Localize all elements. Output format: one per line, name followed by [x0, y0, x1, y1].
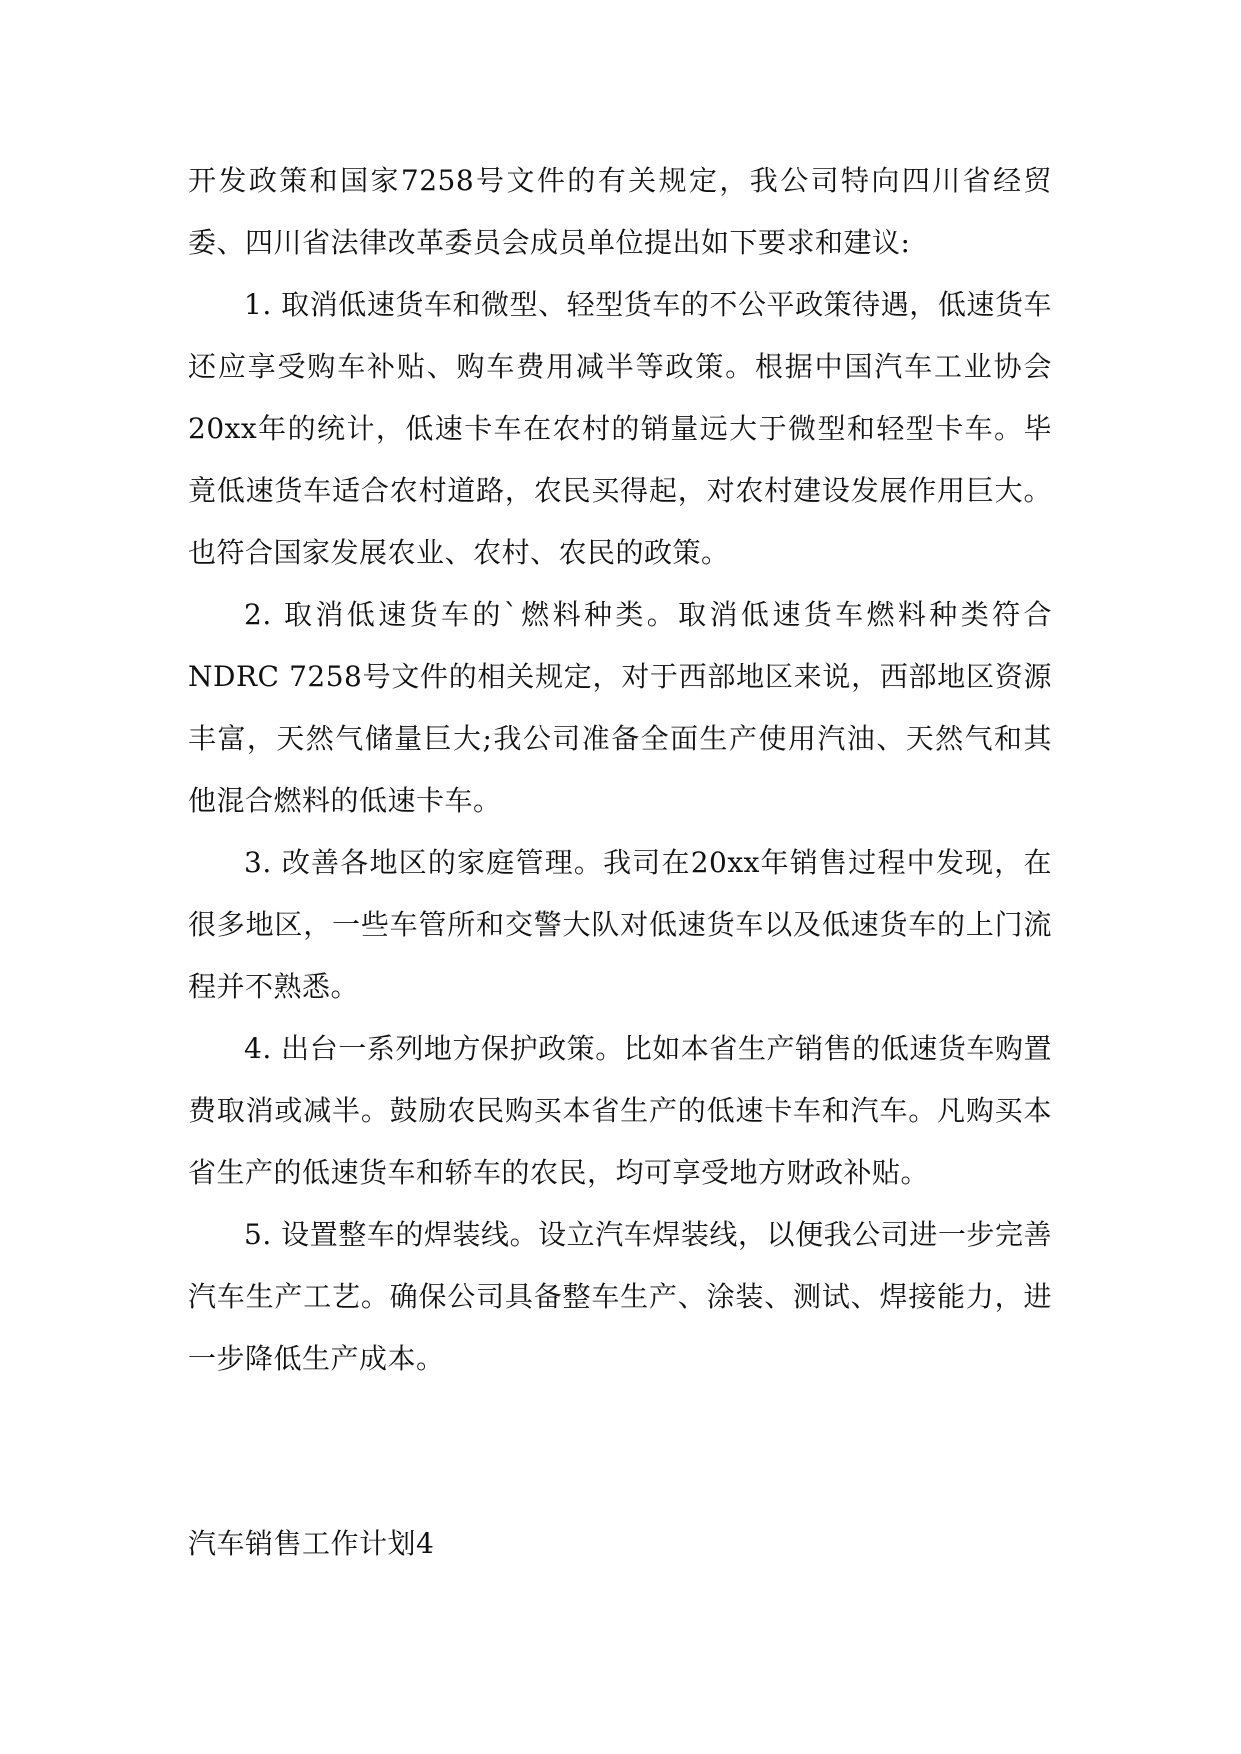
- paragraph-item-2: 2. 取消低速货车的`燃料种类。取消低速货车燃料种类符合NDRC 7258号文件的相关规定，对于西部地区来说，西部地区资源丰富，天然气储量巨大;我公司准备全面生产使用汽油、天然气和其他混合燃料的低速卡车。: [188, 598, 1052, 817]
- paragraph-item-3: 3. 改善各地区的家庭管理。我司在20xx年销售过程中发现，在很多地区，一些车管所和交警大队对低速货车以及低速货车的上门流程并不熟悉。: [188, 846, 1052, 1003]
- document-body: [188, 150, 1052, 1390]
- section-heading: 汽车销售工作计划4: [188, 1527, 435, 1560]
- paragraph-item-4: 4. 出台一系列地方保护政策。比如本省生产销售的低速货车购置费取消或减半。鼓励农民购买本省生产的低速卡车和汽车。凡购买本省生产的低速货车和轿车的农民，均可享受地方财政补贴。: [188, 1032, 1052, 1189]
- paragraph-item-5: 5. 设置整车的焊装线。设立汽车焊装线，以便我公司进一步完善汽车生产工艺。确保公司具备整车生产、涂装、测试、焊接能力，进一步降低生产成本。: [188, 1218, 1052, 1375]
- paragraph-item-1: 1. 取消低速货车和微型、轻型货车的不公平政策待遇，低速货车还应享受购车补贴、购车费用减半等政策。根据中国汽车工业协会20xx年的统计，低速卡车在农村的销量远大于微型和轻型卡车。毕竟低速货车适合农村道路，农民买得起，对农村建设发展作用巨大。也符合国家发展农业、农村、农民的政策。: [188, 288, 1052, 569]
- paragraph-intro: 开发政策和国家7258号文件的有关规定，我公司特向四川省经贸委、四川省法律改革委员会成员单位提出如下要求和建议:: [188, 164, 1052, 259]
